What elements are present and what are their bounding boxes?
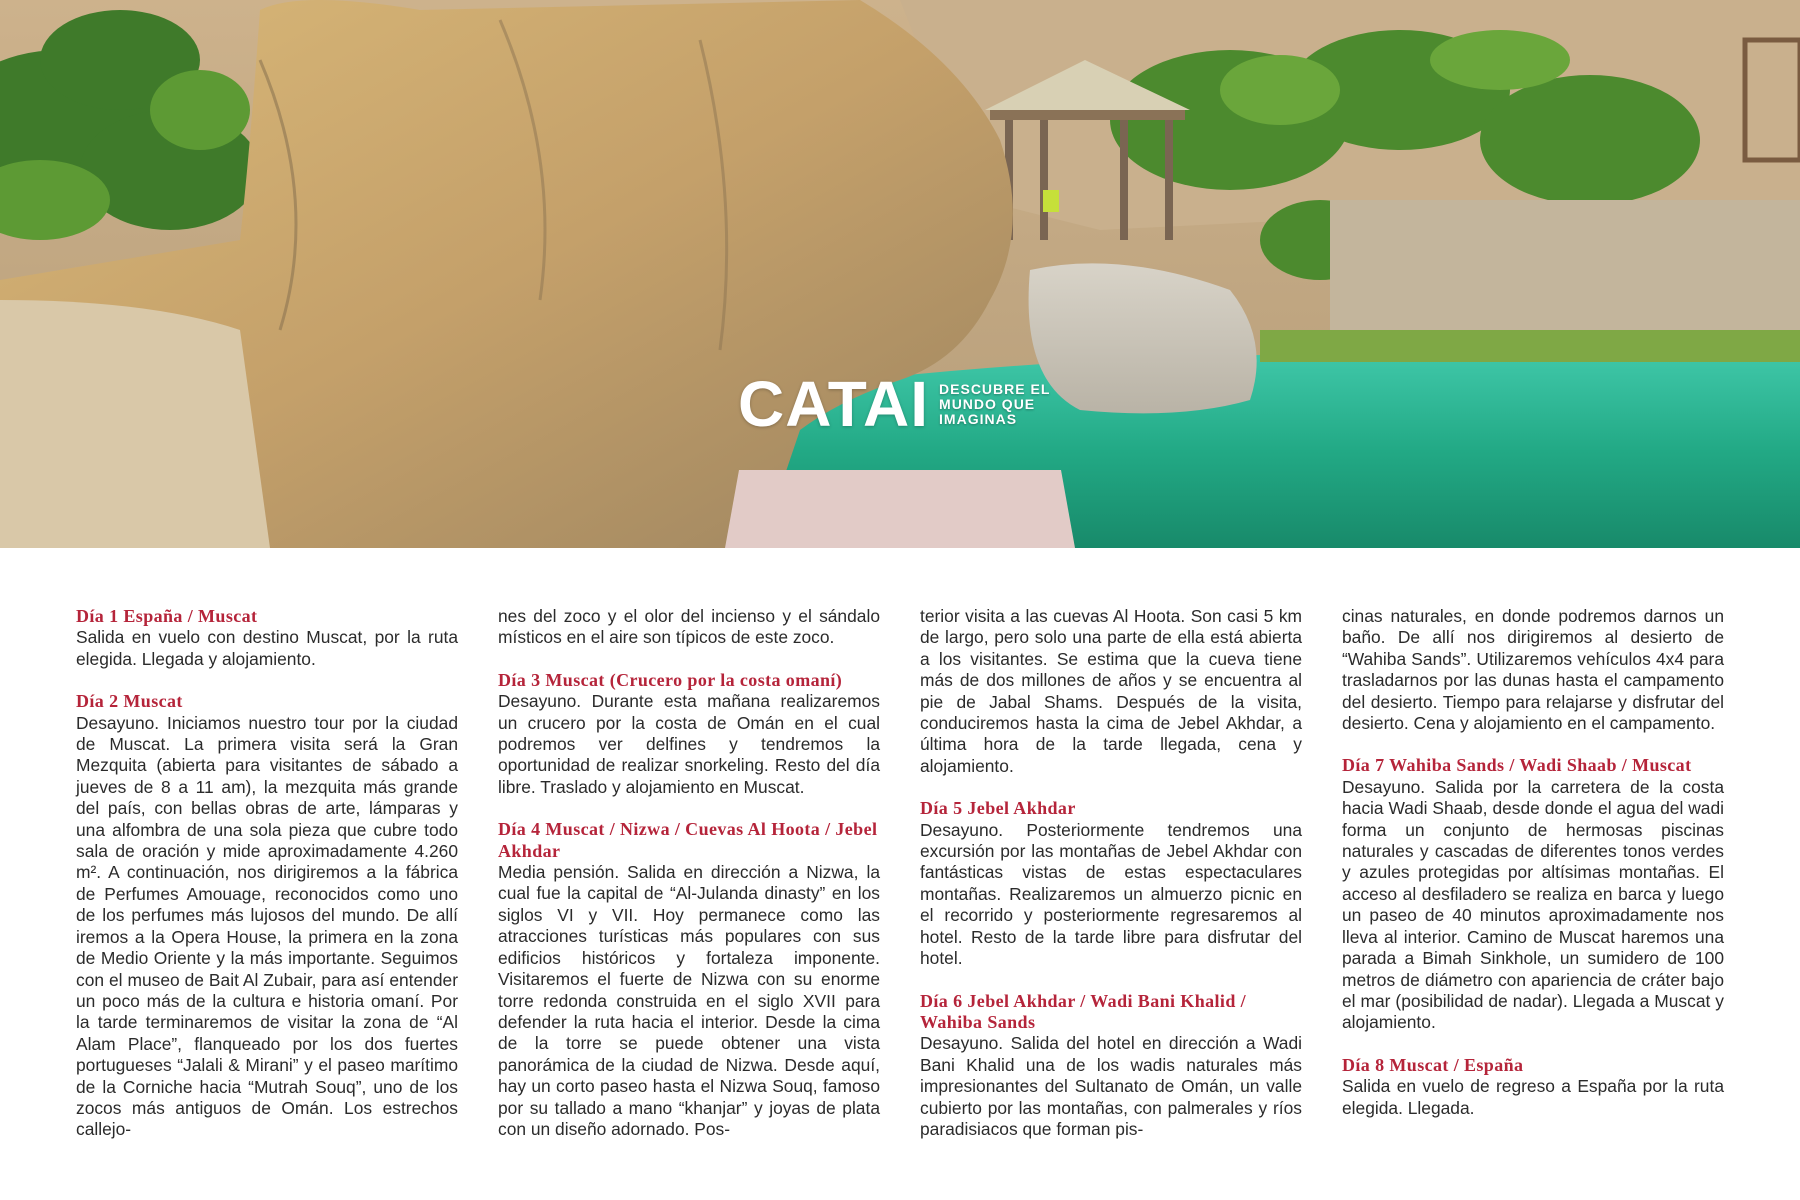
day-description: Media pensión. Salida en dirección a Nizwa, la cual fue la capital de “Al-Julanda dinasty” en los siglos VI y VII. Hoy permanece como las atracciones turísticas más populares con sus edificios históricos y fortaleza imponente. Visitaremos el fuerte de Nizwa con su enorme torre redonda construida en el siglo XVII para defender la ruta hacia el interior. Desde la cima de la torre se puede obtener una vista panorámica de la ciudad de Nizwa. Desde aquí, hay un corto paseo hasta el Nizwa Souq, famoso por su tallado a mano “khanjar” y joyas de plata con un diseño adornado. Pos- <box>498 862 880 1139</box>
day-heading: Día 4 Muscat / Nizwa / Cuevas Al Hoota / Jebel Akhdar <box>498 819 878 861</box>
day-heading: Día 8 Muscat / España <box>1342 1054 1524 1075</box>
day-description: Salida en vuelo con destino Muscat, por la ruta elegida. Llegada y alojamiento. <box>76 627 458 669</box>
tagline-line-1: DESCUBRE EL <box>939 380 1051 397</box>
brand-name: CATAI <box>738 368 930 440</box>
day-description: Desayuno. Posteriormente tendremos una excursión por las montañas de Jebel Akhdar con fantásticas vistas de estas espectaculares montañas. Realizaremos un almuerzo picnic en el recorrido y posteriormente regresaremos al hotel. Resto de la tarde libre para disfrutar del hotel. <box>920 819 1302 969</box>
tagline-line-2: MUNDO QUE <box>939 395 1036 412</box>
day-heading: Día 7 Wahiba Sands / Wadi Shaab / Muscat <box>1342 755 1692 776</box>
column-2 <box>498 606 880 1176</box>
day-block <box>498 670 880 798</box>
decorative-tab <box>725 470 1075 548</box>
day-block <box>920 991 1302 1141</box>
day-block <box>498 606 880 649</box>
day-heading: Día 5 Jebel Akhdar <box>920 798 1076 819</box>
day-block <box>76 691 458 1141</box>
itinerary-columns <box>76 606 1726 1176</box>
day-description-continued: terior visita a las cuevas Al Hoota. Son casi 5 km de largo, pero solo una parte de ella está abierta a los visitantes. Se estima que la cueva tiene más de dos millones de años y se encuentra al pie de Jabal Shams. Después de la visita, conduciremos hasta la cima de Jebel Akhdar, a última hora de la tarde llegada, cena y alojamiento. <box>920 606 1302 776</box>
hero-photo <box>0 0 1800 548</box>
column-1 <box>76 606 458 1176</box>
day-block <box>920 606 1302 777</box>
day-block <box>1342 755 1724 1033</box>
day-heading: Día 1 España / Muscat <box>76 606 258 626</box>
catai-logo <box>738 368 1051 440</box>
brand-tagline <box>939 382 1050 427</box>
day-heading: Día 3 Muscat (Crucero por la costa omaní) <box>498 669 843 690</box>
column-3 <box>920 606 1302 1176</box>
day-block <box>920 798 1302 969</box>
day-block <box>76 606 458 670</box>
day-description: Desayuno. Salida del hotel en dirección a Wadi Bani Khalid una de los wadis naturales más impresionantes del Sultanato de Omán, un valle cubierto por las montañas, con palmerales y ríos paradisiacos que forman pis- <box>920 1033 1302 1139</box>
day-block <box>1342 1055 1724 1119</box>
day-description-continued: nes del zoco y el olor del incienso y el sándalo místicos en el aire son típicos de este zoco. <box>498 606 880 648</box>
day-description: Desayuno. Durante esta mañana realizaremos un crucero por la costa de Omán en el cual podremos ver delfines y tendremos la oportunidad de realizar snorkeling. Resto del día libre. Traslado y alojamiento en Muscat. <box>498 691 880 797</box>
wadi-landscape-illustration <box>0 0 1800 548</box>
day-description: Desayuno. Iniciamos nuestro tour por la ciudad de Muscat. La primera visita será la Gran Mezquita (abierta para visitantes de sábado a jueves de 8 a 11 am), la mezquita más grande del país, con bellas obras de arte, lámparas y una alfombra de una sola pieza que cubre todo sala de oración y mide aproximadamente 4.260 m². A continuación, nos dirigiremos a la fábrica de Perfumes Amouage, reconocidos como uno de los perfumes más lujosos del mundo. De allí iremos a la Opera House, la primera en la zona de Medio Oriente y la más importante. Seguimos con el museo de Bait Al Zubair, para así entender un poco más de la cultura e historia omaní. Por la tarde terminaremos de visitar la zona de “Al Alam Place”, flanqueado por los dos fuertes portugueses “Jalali & Mirani” y el paseo marítimo de la Corniche hacia “Mutrah Souq”, uno de los zocos más antiguos de Omán. Los estrechos callejo- <box>76 712 458 1140</box>
day-description: Desayuno. Salida por la carretera de la costa hacia Wadi Shaab, desde donde el agua del wadi forma un conjunto de hermosas piscinas naturales y cascadas de diferentes tonos verdes y azules protegidas por altísimas montañas. El acceso al desfiladero se realiza en barca y luego un paseo de 40 minutos aproximadamente nos lleva al interior. Camino de Muscat haremos una parada a Bimah Sinkhole, un sumidero de 100 metros de diámetro con apariencia de cráter bajo el mar (posibilidad de nadar). Llegada a Muscat y alojamiento. <box>1342 776 1724 1033</box>
day-description-continued: cinas naturales, en donde podremos darnos un baño. De allí nos dirigiremos al desierto de “Wahiba Sands”. Utilizaremos vehículos 4x4 para trasladarnos por las dunas hasta el campamento del desierto. Tiempo para relajarse y disfrutar del desierto. Cena y alojamiento en el campamento. <box>1342 606 1724 734</box>
day-block <box>498 819 880 1140</box>
tagline-line-3: IMAGINAS <box>939 410 1018 427</box>
column-4 <box>1342 606 1724 1176</box>
day-heading: Día 6 Jebel Akhdar / Wadi Bani Khalid / Wahiba Sands <box>920 990 1247 1032</box>
day-heading: Día 2 Muscat <box>76 691 183 712</box>
day-block <box>1342 606 1724 734</box>
day-description: Salida en vuelo de regreso a España por la ruta elegida. Llegada. <box>1342 1076 1724 1118</box>
